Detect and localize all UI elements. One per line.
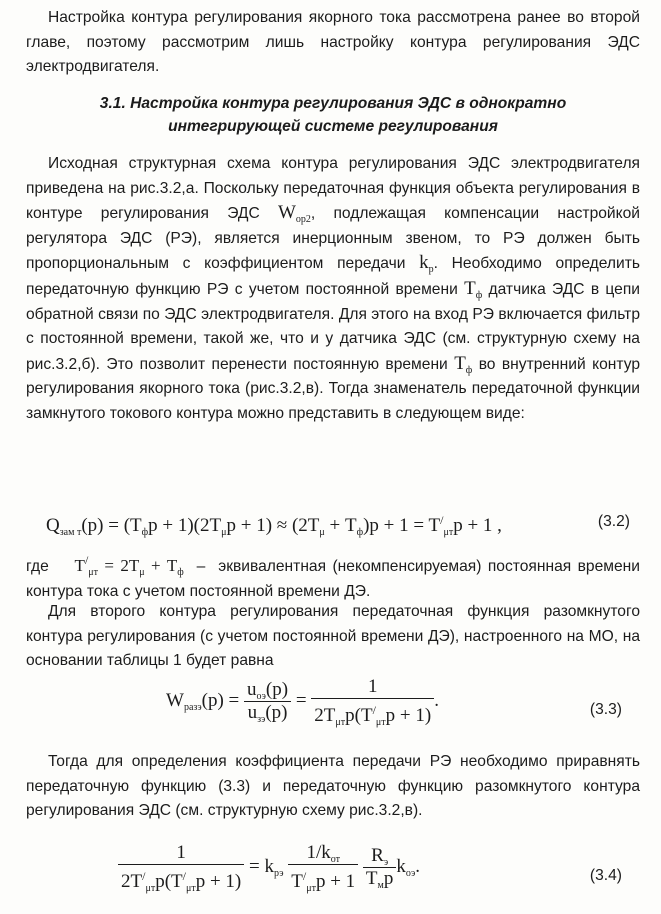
heading-line-1: 3.1. Настройка контура регулирования ЭДС в однократно: [99, 95, 567, 112]
where-lead: где: [26, 558, 49, 575]
equation-3-4-body: $\frac{1}{2T^/_{\mu т}p(T^/_{\mu т}p + 1)}$ = $k_{рэ}$ $\frac{1/k_{от}}{T^/_{\mu т}p + 1}$ $\frac{R_э}{T_мp}$ $k_{оэ}$.: [118, 842, 420, 893]
equation-3-2-body: $Q_{зам т}(p) = (T_фp + 1)(2T_\mu p + 1) \approx (2T_\mu + T_ф)p + 1 = T^/_{\mu т}p + 1$ ,: [46, 513, 502, 538]
equation-number-3-4: (3.4): [589, 867, 622, 884]
where-paragraph: где $T^/_{\mu т} = 2T_\mu + T_ф$ – эквивалентная (некомпенсируемая) постоянная времени контура тока с учетом постоянной времени ДЭ.: [26, 553, 640, 600]
equation-3-3: [26, 676, 640, 736]
t-symbol-2: $T_ф$: [454, 352, 473, 376]
where-text: эквивалентная (некомпенсируемая) постоянная времени контура тока с учетом постоянной времени ДЭ.: [26, 558, 640, 600]
where-formula: $T^/_{\mu т} = 2T_\mu + T_ф$: [74, 553, 184, 578]
equation-3-2: [26, 500, 640, 544]
equation-number-3-2: (3.2): [597, 513, 630, 530]
main-paragraph: [26, 152, 640, 427]
k-symbol: $k_р$: [419, 252, 434, 276]
main-text-1: Исходная структурная схема контура регулирования ЭДС электродвигателя приведена на рис.3.2,а. Поскольку передаточная функция объекта регулирования в контуре регулирования ЭДС: [26, 155, 640, 223]
third-text: Тогда для определения коэффициента передачи РЭ необходимо приравнять передаточную функцию (3.3) и передаточную функцию разомкнутого контура регулирования ЭДС (см. структурную схему рис.3.2,в).: [26, 753, 640, 820]
heading-line-2: интегрирующей системе регулирования: [168, 118, 498, 135]
third-paragraph: [26, 750, 640, 824]
equation-number-3-3: (3.3): [589, 701, 622, 718]
main-text-4: датчика ЭДС в цепи обратной связи по ЭДС электродвигателя. Для этого на вход РЭ включается фильтр с постоянной времени, такой же, что и у датчика ЭДС (см. структурную схему на рис.3.2,б). Это позволит перенести постоянную времени: [26, 280, 640, 373]
t-symbol: $T_ф$: [464, 277, 483, 301]
main-text-2: , подлежащая компенсации настройкой регулятора ЭДС (РЭ), является инерционным звеном, то РЭ должен быть пропорциональным с коэффициентом передачи: [26, 205, 641, 273]
intro-text: Настройка контура регулирования якорного тока рассмотрена ранее во второй главе, поэтому рассмотрим лишь настройку контура регулирования ЭДС электродвигателя.: [26, 9, 640, 76]
main-text-5: во внутренний контур регулирования якорного тока (рис.3.2,в). Тогда знаменатель передаточной функции замкнутого токового контура можно представить в следующем виде:: [26, 355, 640, 422]
main-text-3: . Необходимо определить передаточную функцию РЭ с учетом постоянной времени: [26, 255, 640, 298]
equation-3-3-body: $W_{разэ}(p)$ = $\frac{u_{оэ}(p)}{u_{зэ}(p)}$ = $\frac{1}{2T_{\mu т}p(T^/_{\mu т}p + 1)}$ .: [166, 676, 439, 728]
section-heading: [26, 92, 640, 138]
w-symbol: $W_{ор2}$: [277, 202, 311, 226]
equation-3-4: [26, 842, 640, 902]
intro-paragraph: [26, 6, 640, 80]
second-paragraph: [26, 600, 640, 674]
second-text: Для второго контура регулирования передаточная функция разомкнутого контура регулирования (с учетом постоянной времени ДЭ), настроенного на МО, на основании таблицы 1 будет равна: [26, 603, 640, 670]
